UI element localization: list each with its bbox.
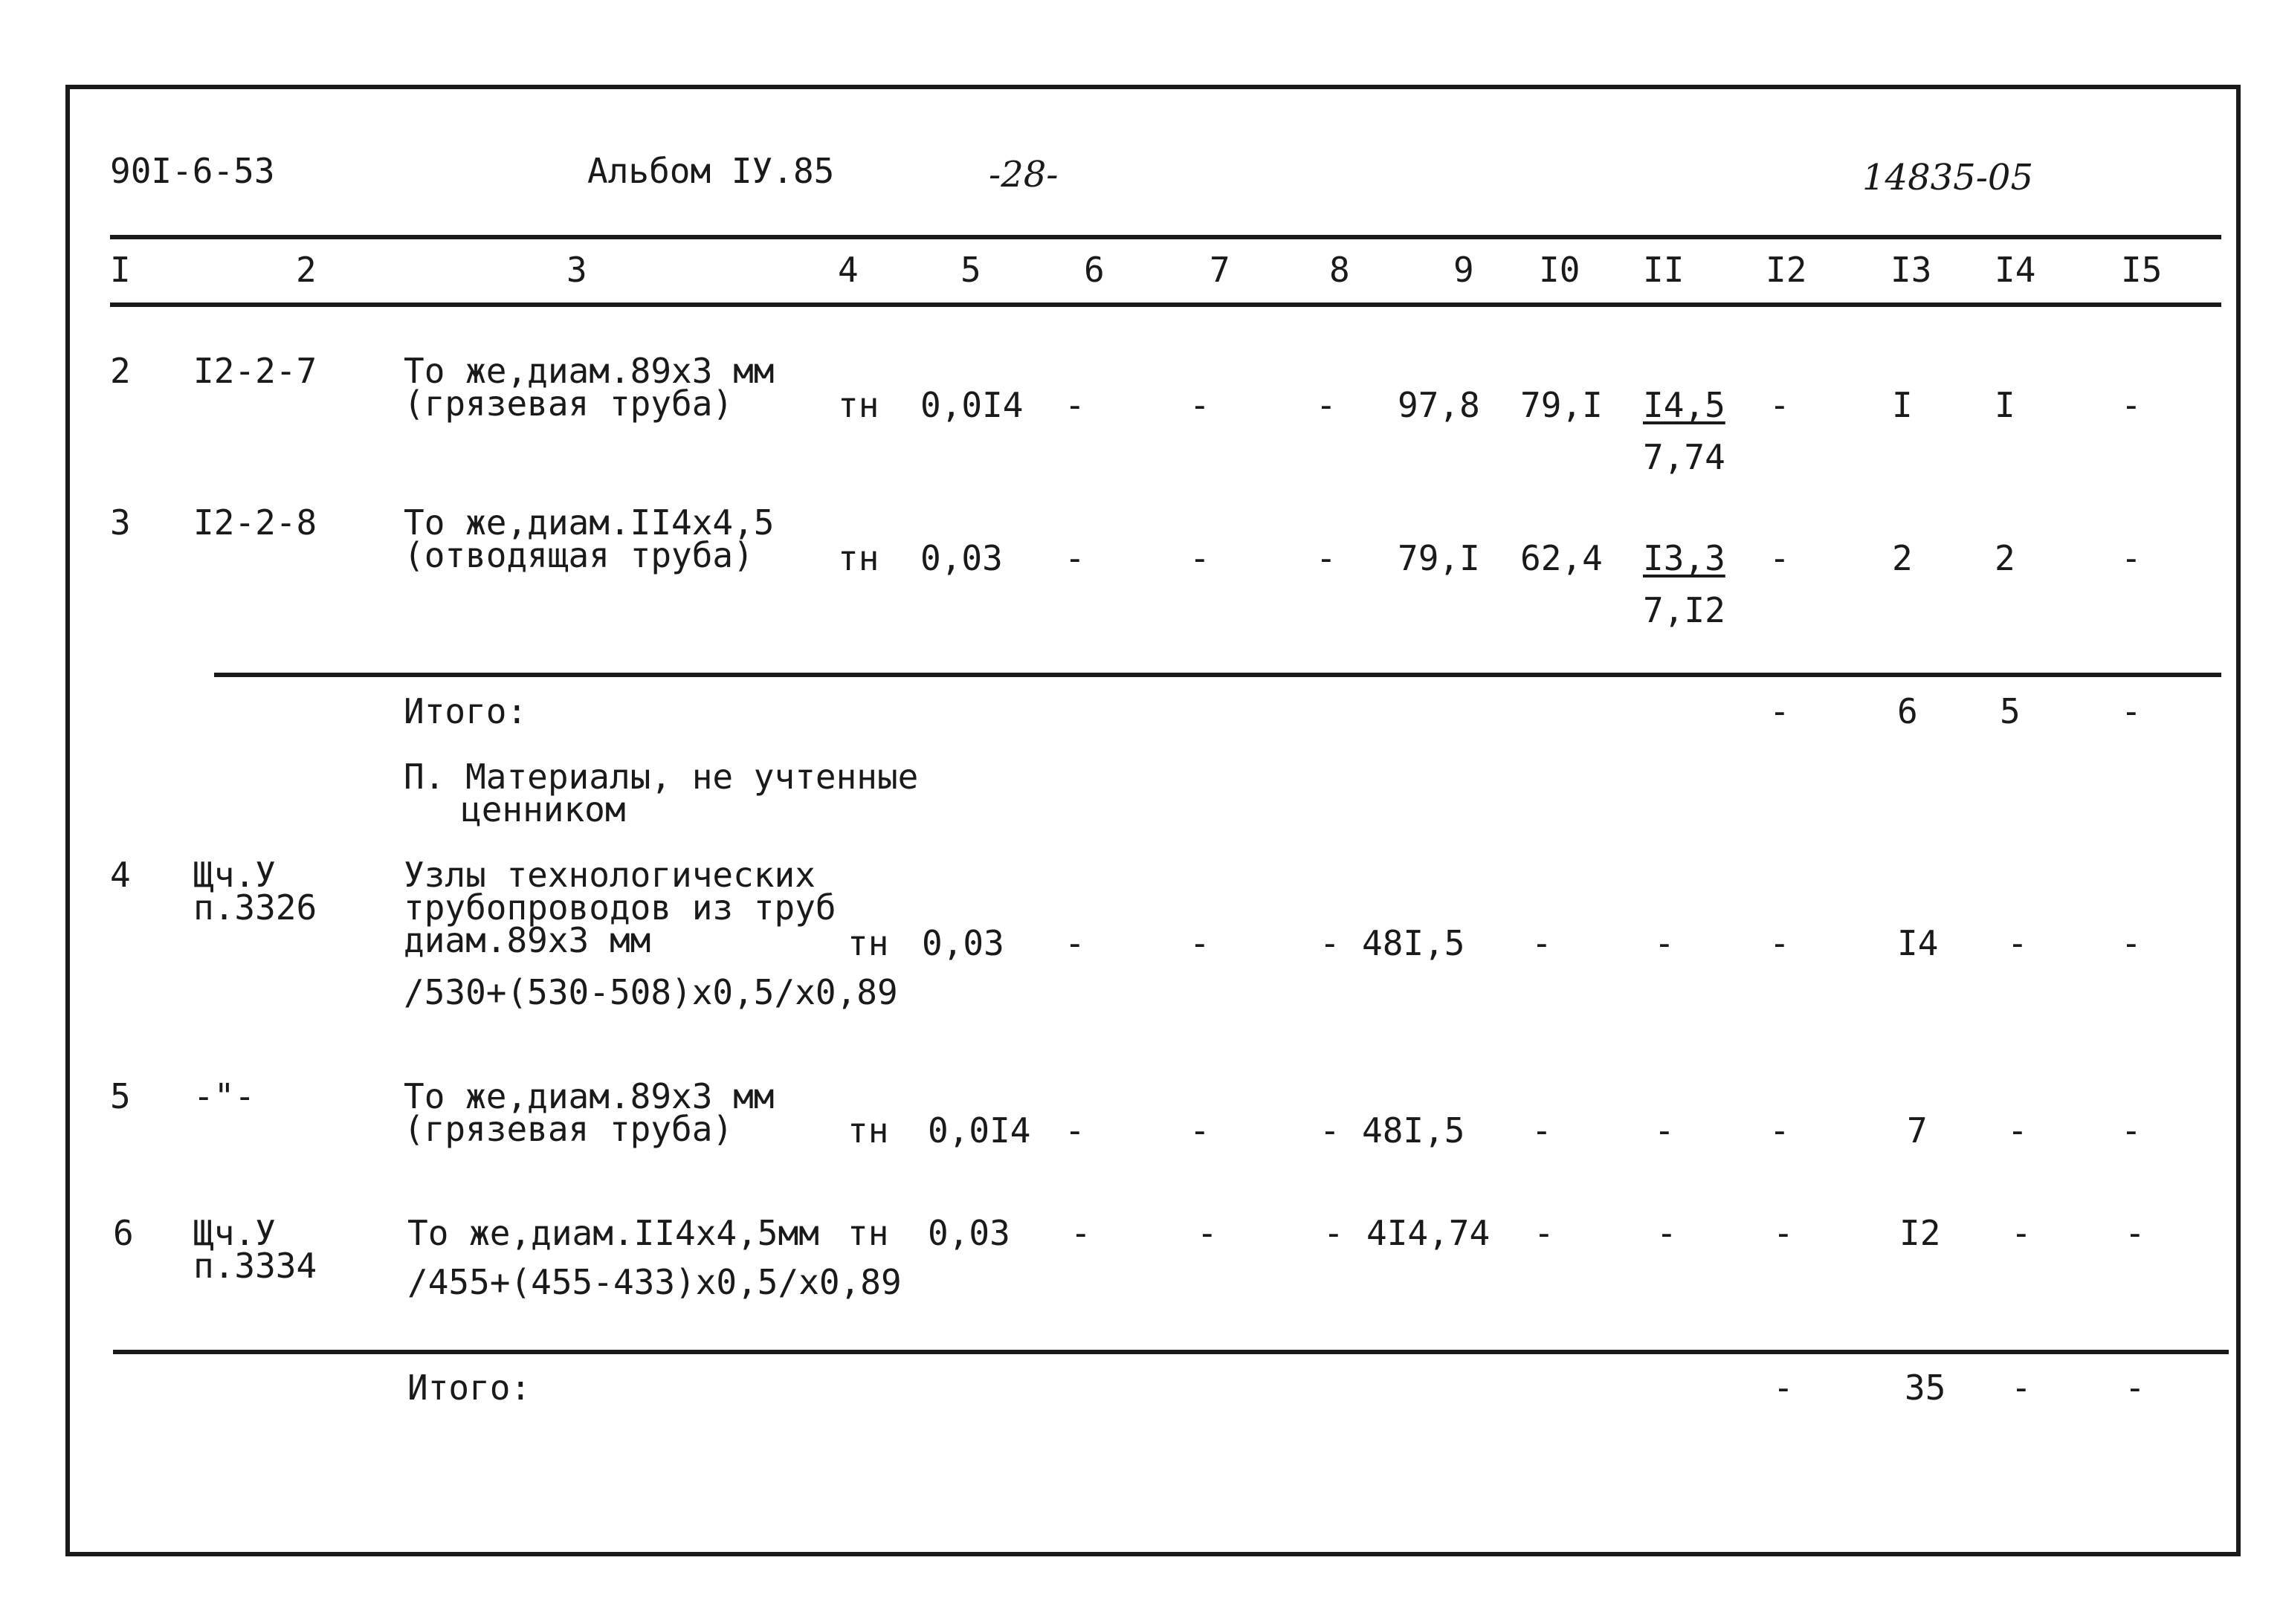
col-5-label: 5 (960, 250, 981, 290)
subtotal-label: Итого: (407, 1368, 532, 1408)
row-description: То же,диам.89х3 мм (404, 1076, 775, 1116)
col-11-label: II (1643, 250, 1685, 290)
cell-col11: - (1656, 1213, 1677, 1253)
section-heading: ценником (461, 789, 626, 829)
cell-col14: - (2007, 923, 2028, 963)
row-formula: /530+(530-508)х0,5/х0,89 (404, 972, 898, 1012)
cell-col10: - (1531, 1110, 1552, 1151)
column-header-rule (110, 303, 2221, 307)
row-unit: тн (847, 1110, 889, 1151)
cell-col12: - (1773, 1213, 1794, 1253)
cell-col7: - (1189, 923, 1210, 963)
cell-col13: 35 (1905, 1368, 1946, 1408)
col-8-label: 8 (1329, 250, 1350, 290)
cell-col6: - (1065, 538, 1085, 578)
handwritten-number: 14835-05 (1862, 157, 2033, 198)
page-number: -28- (989, 154, 1059, 195)
row-quantity: 0,0I4 (928, 1110, 1031, 1151)
row-number: 5 (110, 1076, 131, 1116)
cell-col10: - (1531, 923, 1552, 963)
cell-col8: - (1320, 923, 1340, 963)
cell-col14: - (2007, 1110, 2028, 1151)
row-description: То же,диам.89х3 мм (404, 351, 775, 391)
row-code: Щч.У (193, 855, 276, 895)
cell-col14: I (1995, 385, 2015, 425)
cell-col13: 7 (1907, 1110, 1928, 1151)
row-quantity: 0,03 (928, 1213, 1010, 1253)
row-code: I2-2-7 (193, 351, 317, 391)
col-12-label: I2 (1766, 250, 1807, 290)
cell-col12: - (1773, 1368, 1794, 1408)
col-14-label: I4 (1995, 250, 2036, 290)
row-description: То же,диам.II4х4,5мм (407, 1213, 819, 1253)
album-label: Альбом IУ.85 (587, 151, 835, 191)
cell-col15: - (2121, 923, 2142, 963)
cell-col8: - (1323, 1213, 1344, 1253)
cell-col13: 6 (1897, 691, 1918, 731)
col-2-label: 2 (296, 250, 317, 290)
cell-col13: 2 (1892, 538, 1913, 578)
cell-col8: - (1316, 538, 1337, 578)
col-6-label: 6 (1084, 250, 1105, 290)
cell-col12: - (1769, 1110, 1790, 1151)
row-code: Щч.У (193, 1213, 276, 1253)
row-code: I2-2-8 (193, 502, 317, 543)
cell-col6: - (1065, 385, 1085, 425)
row-number: 6 (113, 1213, 134, 1253)
row-description: диам.89х3 мм (404, 920, 651, 960)
cell-col12: - (1769, 923, 1790, 963)
cell-col7: - (1189, 538, 1210, 578)
row-quantity: 0,03 (920, 538, 1003, 578)
cell-col15: - (2121, 385, 2142, 425)
cell-col9: 48I,5 (1362, 1110, 1465, 1151)
col-10-label: I0 (1539, 250, 1580, 290)
cell-col6: - (1071, 1213, 1091, 1253)
row-code: п.3326 (193, 887, 317, 928)
doc-code: 90I-6-53 (110, 151, 275, 191)
cell-col6: - (1065, 923, 1085, 963)
row-description: трубопроводов из труб (404, 887, 836, 928)
cell-col7: - (1189, 385, 1210, 425)
col-4-label: 4 (838, 250, 859, 290)
total-rule (113, 1350, 2229, 1354)
cell-col11: - (1654, 1110, 1675, 1151)
row-quantity: 0,03 (922, 923, 1004, 963)
row-formula: /455+(455-433)х0,5/х0,89 (407, 1262, 902, 1302)
row-unit: тн (847, 923, 889, 963)
row-description: (грязевая труба) (404, 384, 734, 424)
header-rule (110, 235, 2221, 239)
col-15-label: I5 (2121, 250, 2163, 290)
cell-col7: - (1189, 1110, 1210, 1151)
cell-col12: - (1769, 538, 1790, 578)
row-description: То же,диам.II4х4,5 (404, 502, 775, 543)
row-unit: тн (847, 1213, 889, 1253)
cell-col11-top: I4,5 (1643, 385, 1725, 425)
row-number: 4 (110, 855, 131, 895)
row-number: 3 (110, 502, 131, 543)
cell-col9: 48I,5 (1362, 923, 1465, 963)
cell-col7: - (1197, 1213, 1218, 1253)
cell-col10: 62,4 (1520, 538, 1603, 578)
cell-col11-bottom: 7,74 (1643, 437, 1725, 477)
section-heading: П. Материалы, не учтенные (404, 757, 919, 797)
row-code: -"- (193, 1076, 256, 1116)
col-13-label: I3 (1890, 250, 1932, 290)
cell-col9: 79,I (1398, 538, 1480, 578)
cell-col12: - (1769, 385, 1790, 425)
cell-col11-bottom: 7,I2 (1643, 590, 1725, 630)
cell-col8: - (1316, 385, 1337, 425)
cell-col14: 2 (1995, 538, 2015, 578)
col-1-label: I (110, 250, 131, 290)
cell-col13: I2 (1899, 1213, 1941, 1253)
cell-col9: 4I4,74 (1366, 1213, 1491, 1253)
cell-col6: - (1065, 1110, 1085, 1151)
row-number: 2 (110, 351, 131, 391)
cell-col14: - (2011, 1213, 2032, 1253)
row-unit: тн (838, 538, 879, 578)
cell-col14: 5 (2000, 691, 2021, 731)
cell-col10: 79,I (1520, 385, 1603, 425)
row-quantity: 0,0I4 (920, 385, 1024, 425)
col-7-label: 7 (1210, 250, 1230, 290)
cell-col8: - (1320, 1110, 1340, 1151)
row-description: Узлы технологических (404, 855, 816, 895)
subtotal-rule (214, 673, 2221, 677)
row-description: (грязевая труба) (404, 1109, 734, 1149)
cell-col13: I (1892, 385, 1913, 425)
cell-col13: I4 (1897, 923, 1939, 963)
col-3-label: 3 (566, 250, 587, 290)
cell-col10: - (1534, 1213, 1554, 1253)
row-code: п.3334 (193, 1246, 317, 1286)
cell-col11: - (1654, 923, 1675, 963)
row-unit: тн (838, 385, 879, 425)
cell-col12: - (1769, 691, 1790, 731)
cell-col15: - (2121, 538, 2142, 578)
cell-col11-top: I3,3 (1643, 538, 1725, 578)
cell-col15: - (2121, 1110, 2142, 1151)
subtotal-label: Итого: (404, 691, 528, 731)
cell-col15: - (2121, 691, 2142, 731)
cell-col14: - (2011, 1368, 2032, 1408)
col-9-label: 9 (1453, 250, 1474, 290)
cell-col15: - (2125, 1213, 2145, 1253)
cell-col9: 97,8 (1398, 385, 1480, 425)
row-description: (отводящая труба) (404, 535, 754, 575)
cell-col15: - (2125, 1368, 2145, 1408)
